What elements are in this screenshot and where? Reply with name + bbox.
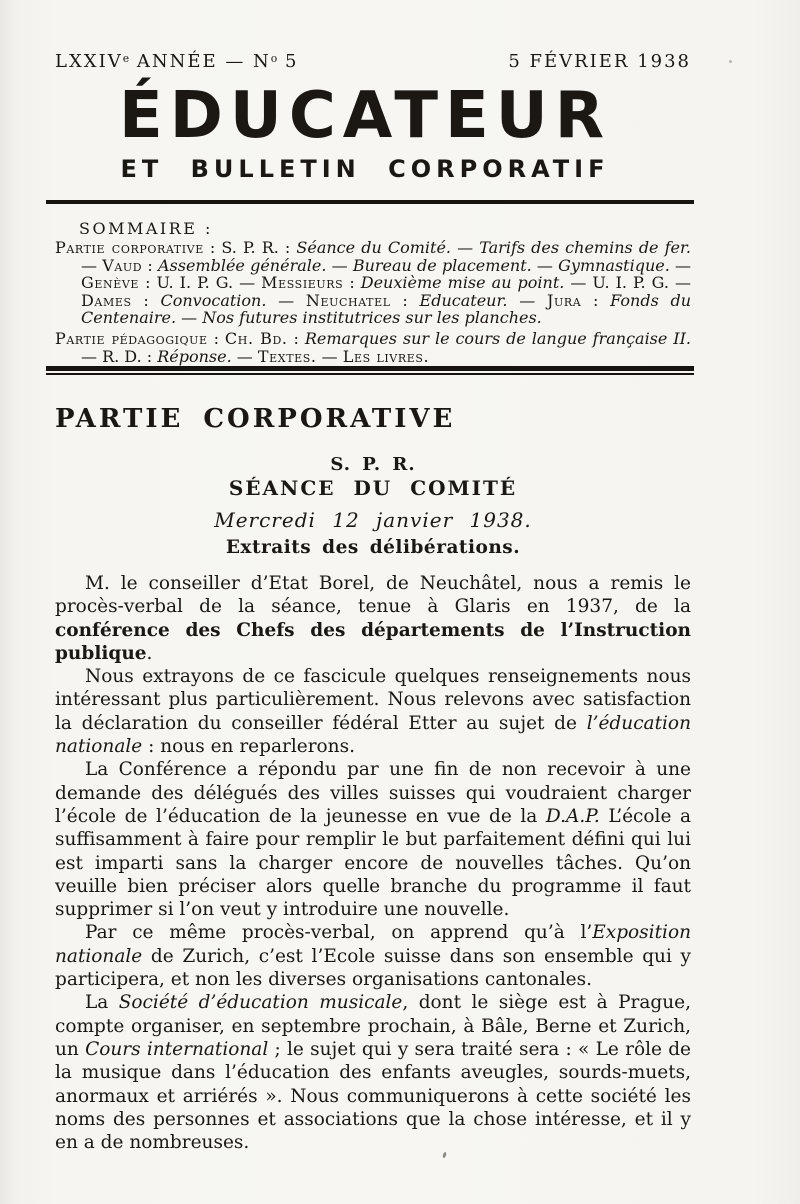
scan-speck: [729, 60, 732, 63]
text-segment: ANNÉE — N: [129, 51, 271, 72]
text-segment: e: [122, 52, 130, 66]
text-segment: Vaud: [102, 255, 143, 275]
article-dateline: Mercredi 12 janvier 1938.: [214, 508, 532, 532]
bottom-rule: [46, 366, 694, 375]
text-segment: — R. D. :: [81, 346, 158, 366]
text-segment: Tarifs des chemins de fer.: [479, 238, 691, 257]
text-segment: 5: [277, 51, 299, 72]
text-segment: Séance du Comité.: [296, 238, 451, 257]
text-segment: —: [81, 255, 103, 275]
text-segment: Remarques sur le cours de langue française II.: [304, 328, 692, 348]
text-segment: Educateur.: [419, 290, 508, 310]
text-segment: La: [85, 992, 119, 1014]
text-segment: Ch. Bd.: [224, 328, 288, 348]
text-segment: :: [287, 328, 305, 348]
summary-entry: [55, 330, 691, 365]
journal-subtitle: ET BULLETIN CORPORATIF: [120, 155, 610, 183]
article-headline: SÉANCE DU COMITÉ: [228, 476, 518, 500]
paragraph: [55, 665, 691, 758]
text-segment: LXXIV: [55, 51, 123, 72]
text-segment: Jura: [546, 290, 582, 310]
text-segment: Messieurs: [261, 273, 344, 293]
text-segment: de Zurich, c’est l’Ecole suisse dans son ensemble qui y participera, et non les diverses organisations cantonales.: [55, 945, 691, 991]
text-segment: D.A.P.: [545, 805, 600, 827]
text-segment: —: [266, 290, 306, 310]
scan-speck: [442, 1152, 447, 1159]
masthead: [55, 51, 691, 72]
text-segment: —: [176, 308, 203, 328]
text-segment: —: [507, 290, 547, 310]
text-segment: Société d’éducation musicale: [118, 992, 403, 1014]
text-segment: Neuchatel: [305, 290, 391, 310]
journal-title: ÉDUCATEUR: [119, 79, 611, 153]
paragraph: [55, 991, 691, 1154]
text-segment: Gymnastique.: [558, 255, 670, 275]
text-segment: : S. P. R. :: [203, 238, 297, 257]
text-segment: :: [131, 290, 161, 310]
text-segment: — U. I. P. G. —: [564, 273, 691, 293]
article-kicker: S. P. R.: [330, 454, 416, 475]
section-heading: PARTIE CORPORATIVE: [55, 404, 456, 434]
text-segment: , dont le siège est à Prague, compte organiser, en septembre prochain, à Bâle, Berne et Zurich, un: [55, 992, 692, 1060]
text-segment: —: [326, 255, 353, 275]
text-segment: —: [231, 346, 258, 366]
text-segment: Assemblée générale.: [157, 255, 327, 275]
text-segment: :: [390, 290, 420, 310]
paragraph: [55, 921, 691, 991]
text-segment: L’école a suffisamment à faire pour remplir le but parfaitement défini qui lui est imparti sans la charger encore de nouvelles tâches. Qu’on veuille bien préciser alors quelle branche du programme il faut supprimer si l’on veut y introduire une nouvelle.: [55, 805, 691, 921]
text-segment: Genève: [81, 273, 140, 293]
text-segment: Réponse.: [157, 346, 232, 366]
text-segment: Nous extrayons de ce fascicule quelques renseignements nous intéressant plus particulièrement. Nous relevons avec satisfaction la déclaration du conseiller fédéral Etter au sujet de: [55, 666, 691, 734]
text-segment: Exposition nationale: [55, 922, 691, 967]
text-segment: Nos futures institutrices sur les planches.: [202, 308, 542, 328]
text-segment: La Conférence a répondu par une fin de non recevoir à une demande des délégués des villes suisses qui voudraient charger l’école de l’éducation de la jeunesse en vue de la: [55, 759, 691, 827]
text-segment: :: [142, 255, 158, 275]
text-segment: M. le conseiller d’Etat Borel, de Neuchâtel, nous a remis le procès-verbal de la séance, tenue à Glaris en 1937, de la: [55, 573, 691, 618]
text-segment: : U. I. P. G. —: [139, 273, 262, 293]
text-segment: Dames: [81, 290, 132, 310]
summary-entries: [55, 239, 691, 368]
top-rule: [46, 200, 694, 204]
text-segment: Convocation.: [160, 290, 267, 310]
article-subhead: Extraits des délibérations.: [225, 537, 521, 558]
text-segment: :: [343, 273, 361, 293]
text-segment: —: [316, 346, 343, 366]
text-segment: : nous en reparlerons.: [142, 736, 355, 758]
text-segment: Deuxième mise au point.: [360, 273, 565, 293]
summary-label: SOMMAIRE :: [79, 219, 213, 238]
text-segment: l’éducation nationale: [55, 712, 691, 758]
text-segment: Les livres.: [342, 346, 430, 366]
text-segment: —: [531, 255, 559, 275]
text-segment: Partie pédagogique: [55, 328, 208, 348]
text-segment: ; le sujet qui y sera traité sera : « Le rôle de la musique dans l’éducation des enfants aveugles, sourds-muets, anormaux et arriérés ». Nous communiquerons à cette société les noms des personnes et associations que la chose intéresse, et il y en a de nombreuses.: [55, 1038, 691, 1154]
text-segment: :: [581, 290, 611, 310]
text-segment: —: [451, 238, 480, 257]
article-body: [55, 572, 691, 1154]
text-segment: Fonds du Centenaire.: [81, 290, 692, 328]
text-segment: :: [207, 328, 225, 348]
text-segment: Partie corporative: [55, 238, 204, 257]
issue-line: [55, 51, 299, 72]
text-segment: Par ce même procès-verbal, on apprend qu’à l’: [85, 922, 593, 944]
paragraph: [55, 572, 691, 665]
text-segment: Bureau de placement.: [352, 255, 532, 275]
text-segment: .: [146, 642, 153, 664]
issue-date: 5 FÉVRIER 1938: [508, 51, 691, 72]
text-segment: o: [270, 52, 278, 66]
text-segment: Cours international: [85, 1038, 269, 1060]
text-segment: Textes.: [257, 346, 317, 366]
text-segment: conférence des Chefs des départements de l’Instruction publique: [55, 619, 691, 664]
text-segment: —: [669, 255, 692, 275]
summary-entry: [55, 239, 691, 327]
paragraph: [55, 758, 691, 921]
